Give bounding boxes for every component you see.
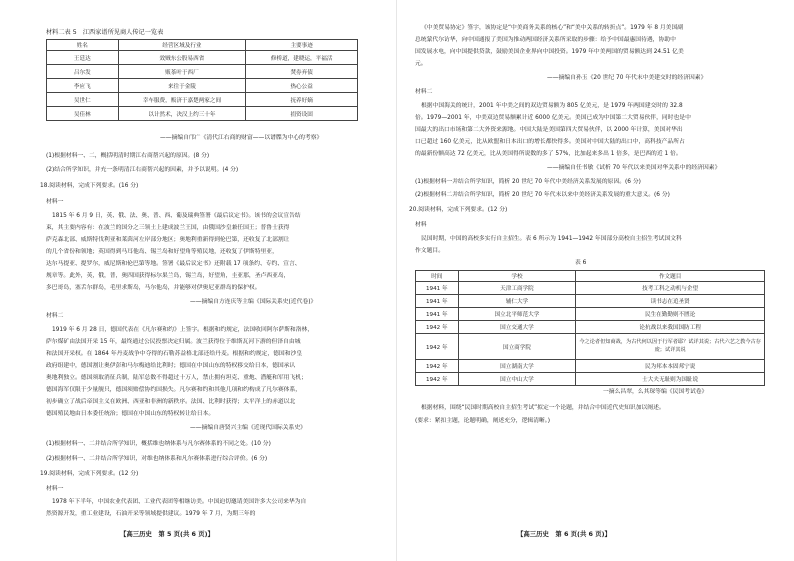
text-line: 根据中国海关的统计，2001 年中美之间的双边贸易额为 805 亿美元，是 1979 年两国建交时的 32.8	[421, 103, 683, 109]
table-cell: 效贼东公股易西省	[118, 51, 246, 65]
table-cell: 贩茶叶于西厂	[118, 65, 246, 79]
question-18-1: (1)根据材料一、二并结合所学知识，概括维也纳体系与凡尔赛体系的不同之处。(10 分)	[46, 441, 271, 447]
text-line: 和法国开采权。在 1864 年丹麦战争中夺得的石勒苏益格北部还给丹麦。根据和约规定，德国和沙皇	[46, 351, 303, 357]
table-row	[416, 334, 765, 360]
table-row	[416, 295, 765, 308]
question-20-requirement: 根据材料，围绕“民国时期高校自主招生考试”拟定一个论题，并结合中国近代史知识加以阐述。	[421, 405, 665, 411]
text-line: 规章等。此外，英，俄，普，奥四国获得标尔果兰岛，锡兰岛，好望角，圭亚那，圣卢西亚岛，	[46, 273, 290, 279]
question-17-1: (1)根据材料一、二，概括明清时期江右商帮兴起的原因。(8 分)	[46, 153, 210, 159]
table-6	[415, 270, 765, 386]
text-line: 萨尔煤矿由法国开采 15 年，最终通过公民投票决定归属。波兰获得位于维斯瓦河下游的但泽自由城	[46, 339, 301, 345]
table-cell: 读书志在追圣贤	[576, 295, 765, 308]
table-row	[416, 308, 765, 321]
question-19-1: (1)根据材料一并结合所学知识，简析 20 世纪 70 年代中美经济关系发展的原因。(6 分)	[415, 179, 641, 185]
table-cell: 1941 年	[416, 282, 459, 295]
table-cell: 国立中山大学	[458, 373, 576, 386]
table5-header: 姓名	[47, 40, 119, 51]
table-cell: 1941 年	[416, 308, 459, 321]
table-cell: 民为邦本本固邦宁说	[576, 360, 765, 373]
table-cell: 国立北平师范大学	[458, 308, 576, 321]
table5-title: 材料二表 5 江西家谱所见商人传记一览表	[46, 29, 164, 36]
page-footer: 【高三历史 第 5 页(共 6 页)】	[120, 530, 214, 538]
text-line: 1978 年下半年，中国农业代表团、工业代表团等相继访美。中国迫切邀请美国许多大公司来华为自	[52, 499, 307, 505]
material-label: 材料一	[46, 199, 64, 205]
table6-source: 一摘么昌翠，么其琛等编《民国考试卷》	[603, 389, 708, 395]
material-source: ——摘编自方连庆等主编《国际关系史(近代卷)》	[190, 299, 317, 305]
text-line: 萨克森北部、威斯特伐利亚和莱茵河左岸部分地区；奥地利重新得到伦巴第，还收复了北部割让	[46, 237, 290, 243]
table-row	[47, 107, 358, 121]
question-19-heading: 19.阅读材料，完成下列要求。(12 分)	[40, 471, 139, 477]
table-cell: 国立湖南大学	[458, 360, 576, 373]
text-line: 国最大的出口市场和第二大外资来源地。中国大陆是美国第四大贸易伙伴，以 2000 年计算，美国对华出	[415, 127, 683, 133]
table-cell: 1942 年	[416, 334, 459, 360]
table-cell: 李应飞	[47, 79, 119, 93]
text-line: 的最新份额高达 72 亿美元，比从美国得所说数的多了 57%，比加起来多出 1 倍多，是巴西的近 1 倍。	[415, 151, 682, 157]
table6-header: 学校	[458, 271, 576, 282]
material-label: 材料	[415, 222, 427, 228]
table-cell: 民生在勤勤则不匮论	[576, 308, 765, 321]
table-cell: 1942 年	[416, 321, 459, 334]
material-label: 材料一	[46, 486, 64, 492]
table-cell: 技考工科之动机与企望	[576, 282, 765, 295]
text-line: 德国海军仅限于少量舰只，德国须赔偿协约国损失。凡尔赛和约和其他几项和约构成了凡尔赛体系，	[46, 387, 302, 393]
table6-title: 表 6	[575, 260, 587, 266]
table-row	[47, 79, 358, 93]
text-line: 的几个省份和领地；英国得到马耳他岛、锡兰岛和好望角等殖民地，还收复了伊斯特里亚，	[46, 249, 278, 255]
question-18-2: (2)根据材料一、二并结合所学知识，对维也纳体系和凡尔赛体系进行综合评价。(6 分)	[46, 456, 268, 462]
text-line: 政府组建中，德国割让奥伊彭和马尔梅迪给比利时；德国在中国山东的特权移交给日本，德国承认	[46, 363, 296, 369]
question-18-heading: 18.阅读材料，完成下列要求。(16 分)	[40, 183, 139, 189]
text-line: 多巴哥岛，塞舌尔群岛，毛里求斯岛，马尔他岛，并能够对伊奥尼亚群岛的保护权。	[46, 285, 261, 291]
text-line: 总统蒙代尔访华，向中国通报了美国为推动两国经济关系所采取的步骤：给予中国最惠国待遇，协助中	[415, 37, 676, 43]
material-label: 材料二	[46, 313, 64, 319]
question-19-2: (2)根据材料二并结合所学知识，简析 20 世纪 70 年代末以来中美经济关系发展的重大意义。(6 分)	[415, 192, 670, 198]
text-line: 德国殖民地由日本委任统治；德国在中国山东的特权转让给日本。	[46, 411, 215, 417]
text-line: 然资源开发，重工业建设，石油开采等领域提供建议。1979 年 7 月，为期三年的	[46, 511, 256, 517]
text-line: 民国时期，中国的高校多实行自主招生。表 6 所示为 1941—1942 年国部分高校自主招生考试国文科	[421, 236, 682, 242]
table-cell: 论抗战以来我国国防工程	[576, 321, 765, 334]
table-cell: 热心公益	[246, 79, 358, 93]
table-cell: 王廷达	[47, 51, 119, 65]
question-20-requirement-note: (要求：紧扣主题，论题明确，阐述充分，逻辑清晰。)	[415, 418, 550, 424]
table-cell: 吕尔发	[47, 65, 119, 79]
text-line: 1815 年 6 月 9 日，英、俄、法、奥、普、西、葡及瑞典签署《最后议定书》。该书的会议宣告结	[52, 213, 301, 219]
table-row	[47, 93, 358, 107]
table-cell: 吴佳林	[47, 107, 119, 121]
table-row	[47, 51, 358, 65]
table-cell: 国立交通大学	[458, 321, 576, 334]
table-cell: 焚券弃债	[246, 65, 358, 79]
table-row	[416, 282, 765, 295]
table-cell: 辅仁大学	[458, 295, 576, 308]
text-line: 奥地利独立。德国须取消征兵制，陆军总数不得超过十万人，禁止拥有坦克、重炮、潜艇和军用飞机；	[46, 375, 307, 381]
table-cell: 以计然术，决汉上约三十年	[118, 107, 246, 121]
table-cell: 抚养好嫡	[246, 93, 358, 107]
table5-header: 主要事迹	[246, 40, 358, 51]
text-line: 初步确立了战后帝国主义在欧洲、西亚和非洲的新秩序。法国、比利时获得；太平洋上的赤道以北	[46, 399, 296, 405]
material-label: 材料二	[415, 89, 433, 95]
table-cell: 1942 年	[416, 360, 459, 373]
table-cell: 1941 年	[416, 295, 459, 308]
table-cell: 今之论者但知商战，为古代何以因于行军者耶？试详其说；古代六艺之教今古存废；试详其说	[576, 334, 765, 360]
material-source: ——摘编自任书敏《试析 70 年代以来美国对华关系中的经济因素》	[547, 165, 721, 171]
table6-header: 作文题目	[576, 271, 765, 282]
table-cell: 吴世仁	[47, 93, 119, 107]
table-row	[47, 65, 358, 79]
table6-header: 时间	[416, 271, 459, 282]
table-cell: 幸车服费，贩济于嘉楚两家之间	[118, 93, 246, 107]
question-17-2: (2)结合所学知识，并充一条明清江右商帮兴起的因素，并予以说明。(4 分)	[46, 167, 239, 173]
text-line: 《中美贸易协定》签字，该协定是“中美商务关系的核心”和“美中关系的转折点”。1979 年 8 月美国副	[421, 25, 684, 31]
table-5	[46, 39, 358, 121]
question-20-heading: 20.阅读材料，完成下列要求。(12 分)	[409, 207, 508, 213]
table-cell: 捐资设固	[246, 107, 358, 121]
page-6	[397, 0, 794, 561]
text-line: 元。	[415, 61, 427, 67]
material-source: ——摘编自孙玉《20 世纪 70 年代末中美建交时的经济因素》	[547, 75, 707, 81]
table5-header: 经营区域及行业	[118, 40, 246, 51]
text-line: 作文题目。	[415, 248, 444, 254]
table-row	[416, 373, 765, 386]
text-line: 达尔马提亚、提罗尔，威尼斯和伦巴第等地。签署《最后议定书》还附载 17 项条约、专约、宣言、	[46, 261, 301, 267]
page-footer: 【高三历史 第 6 页(共 6 页)】	[517, 530, 611, 538]
table-row	[416, 360, 765, 373]
table-cell: 来往于金陵	[118, 79, 246, 93]
text-line: 倍。1979—2001 年，中美双边贸易额累计近 6000 亿美元。美国已成为中国第二大贸易伙伴，同时也是中	[415, 115, 691, 121]
text-line: 口已超过 160 亿美元，比从欧盟和日本出口的增长都快得多。美国对中国大陆的出口中，高科技产品所占	[415, 139, 685, 145]
text-line: 1919 年 6 月 28 日，德国代表在《凡尔赛和约》上签字。根据和约规定，法国收回阿尔萨斯和洛林，	[52, 327, 314, 333]
table-cell: 1942 年	[416, 373, 459, 386]
table-cell: 士大夫无耻则为国耻说	[576, 373, 765, 386]
text-line: 束，其主要内容有：在波兰的国分之三领土上建成波兰王国，由俄国沙皇兼任国王；普鲁士获得	[46, 225, 290, 231]
table-row	[416, 321, 765, 334]
table-cell: 国立商学院	[458, 334, 576, 360]
table5-source: ——摘编自邝广《清代江右商的财富——以谱牒为中心的考察》	[160, 135, 323, 141]
text-line: 国发展水电，向中国提供贷款，鼓励美国企业界向中国投资。1979 年中美两国的贸易额达到 24.51 亿美	[415, 49, 684, 55]
table-cell: 修桥道，建晓运，平福活	[246, 51, 358, 65]
material-source: ——摘编自唐贤兴主编《近现代国际关系史》	[190, 425, 306, 431]
table-cell: 天津工商学院	[458, 282, 576, 295]
